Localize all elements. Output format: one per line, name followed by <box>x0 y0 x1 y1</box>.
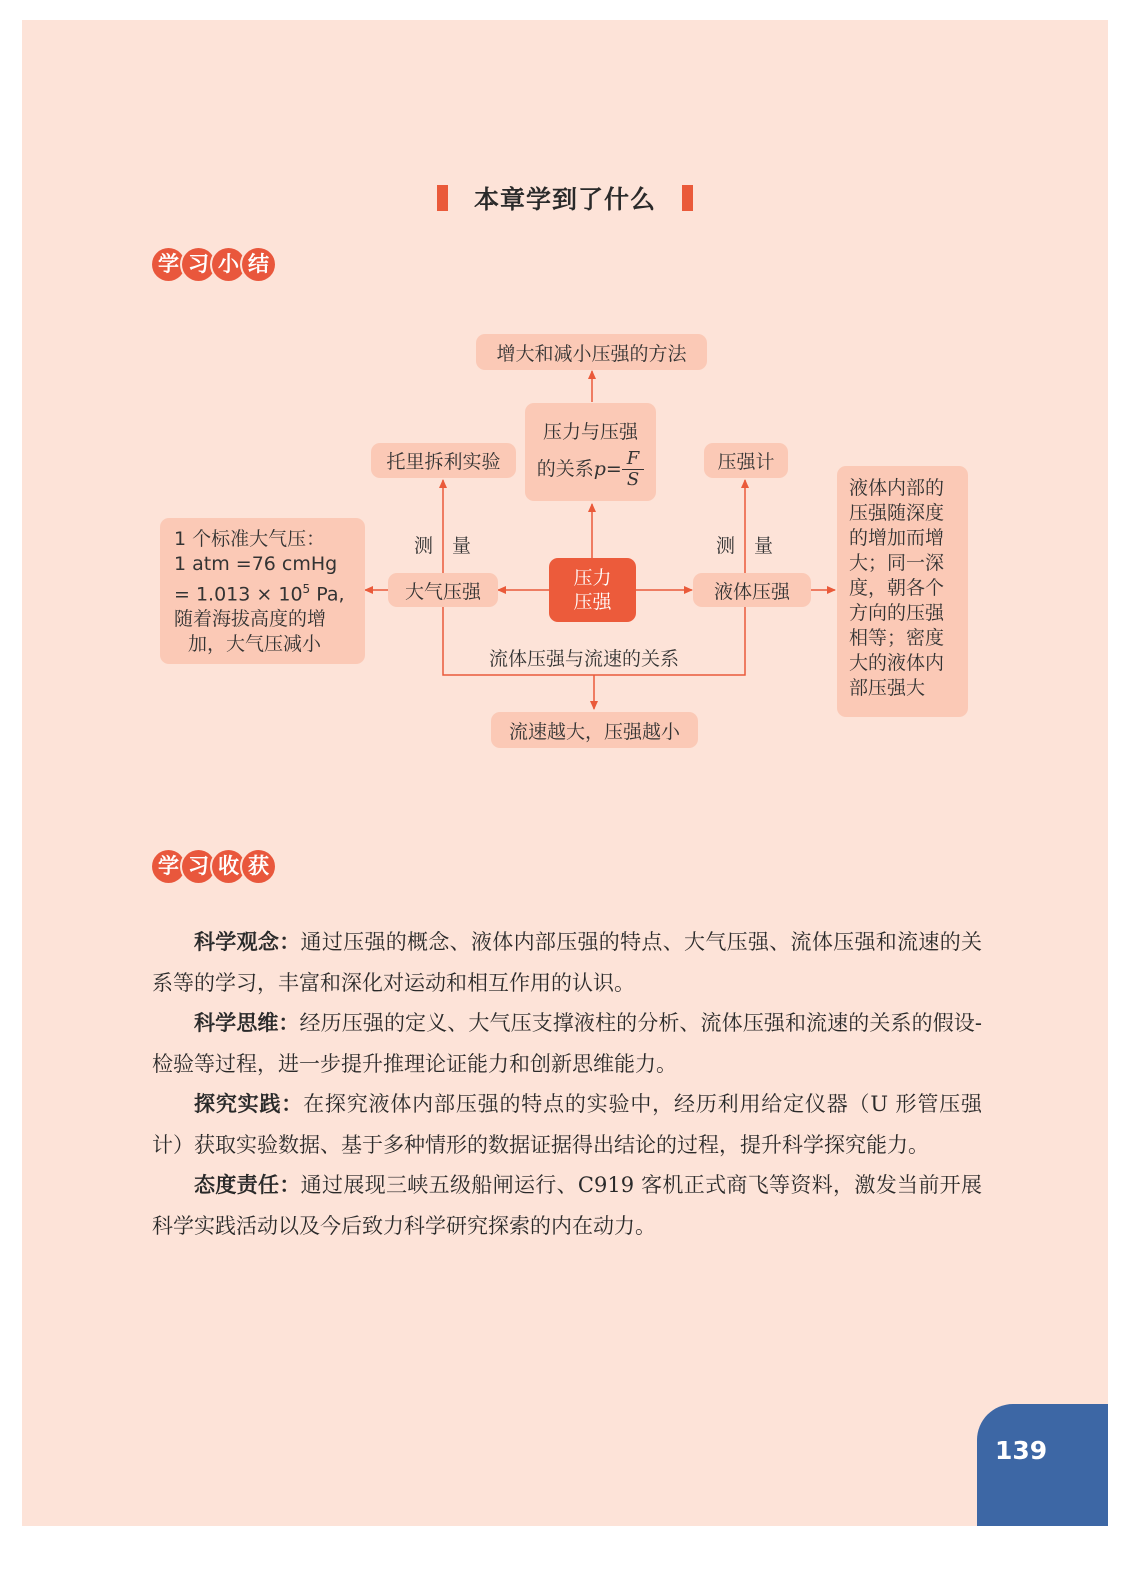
harvest-paragraph <box>152 1165 982 1246</box>
summary-heading-char: 学 <box>152 248 185 281</box>
formula-prefix: 的关系 <box>536 458 594 480</box>
harvest-section <box>152 922 982 1246</box>
summary-heading-char: 结 <box>242 248 275 281</box>
atm-line: 1 atm =76 cmHg <box>174 553 338 575</box>
summary-heading-char: 习 <box>182 248 215 281</box>
atmospheric-node: 大气压强 <box>388 573 498 607</box>
atmospheric-note <box>160 518 365 664</box>
center-node <box>549 558 636 622</box>
fluid-result-node: 流速越大，压强越小 <box>491 712 698 748</box>
torricelli-node: 托里拆利实验 <box>371 443 516 478</box>
manometer-node: 压强计 <box>704 443 788 478</box>
atm-line: 随着海拔高度的增 <box>174 608 327 631</box>
page-number-badge <box>977 1404 1108 1526</box>
summary-heading-char: 小 <box>212 248 245 281</box>
harvest-paragraph <box>152 1003 982 1084</box>
harvest-label: 探究实践： <box>194 1091 304 1116</box>
atm-unit: Pa, <box>310 583 345 606</box>
atm-line: 加，大气压减小 <box>188 633 322 656</box>
formula-eq: = <box>605 458 622 480</box>
harvest-text: 通过压强的概念、液体内部压强的特点、大气压强、流体压强和流速的关系等的学习，丰富和深化对运动和相互作用的认识。 <box>152 930 983 995</box>
formula-fraction <box>622 449 645 490</box>
harvest-text: 通过展现三峡五级船闸运行、C919 客机正式商飞等资料，激发当前开展科学实践活动以及今后致力科学研究探索的内在动力。 <box>152 1173 983 1238</box>
page <box>22 20 1108 1526</box>
formula-denominator: S <box>626 468 640 490</box>
harvest-label: 态度责任： <box>194 1172 301 1197</box>
formula-expression <box>537 449 645 490</box>
harvest-text: 经历压强的定义、大气压支撑液柱的分析、流体压强和流速的关系的假设-检验等过程，进一步提升推理论证能力和创新思维能力。 <box>152 1011 983 1076</box>
formula-line1: 压力与压强 <box>542 420 638 443</box>
chapter-title-text: 本章学到了什么 <box>473 185 656 214</box>
atm-line <box>174 577 345 607</box>
page-number: 139 <box>995 1436 1048 1465</box>
liquid-node: 液体压强 <box>693 573 811 607</box>
fluid-relation-label: 流体压强与流速的关系 <box>489 648 680 670</box>
harvest-label: 科学思维： <box>194 1010 300 1035</box>
harvest-heading <box>152 850 272 883</box>
harvest-heading-char: 获 <box>242 850 275 883</box>
center-line1: 压力 <box>573 567 612 589</box>
atm-line: 1 个标准大气压： <box>174 528 326 550</box>
formula-node <box>525 403 656 501</box>
harvest-text: 在探究液体内部压强的特点的实验中，经历利用给定仪器（U 形管压强计）获取实验数据、基于多种情形的数据证据得出结论的过程，提升科学探究能力。 <box>152 1092 983 1157</box>
liquid-note: 液体内部的压强随深度的增加而增大；同一深度，朝各个方向的压强相等；密度大的液体内部压强大 <box>837 466 968 717</box>
harvest-heading-char: 学 <box>152 850 185 883</box>
measure-label-left: 测 量 <box>414 535 472 557</box>
measure-label-right: 测 量 <box>716 535 774 557</box>
atm-exponent: 5 <box>302 582 311 596</box>
center-line2: 压强 <box>573 591 612 613</box>
harvest-heading-char: 收 <box>212 850 245 883</box>
formula-numerator: F <box>622 449 645 470</box>
harvest-heading-char: 习 <box>182 850 215 883</box>
harvest-label: 科学观念： <box>194 929 301 954</box>
formula-var: p <box>593 458 606 480</box>
atm-value: = 1.013 × 10 <box>174 583 303 606</box>
harvest-paragraph <box>152 1084 982 1165</box>
harvest-paragraph <box>152 922 982 1003</box>
method-node: 增大和减小压强的方法 <box>476 334 707 370</box>
